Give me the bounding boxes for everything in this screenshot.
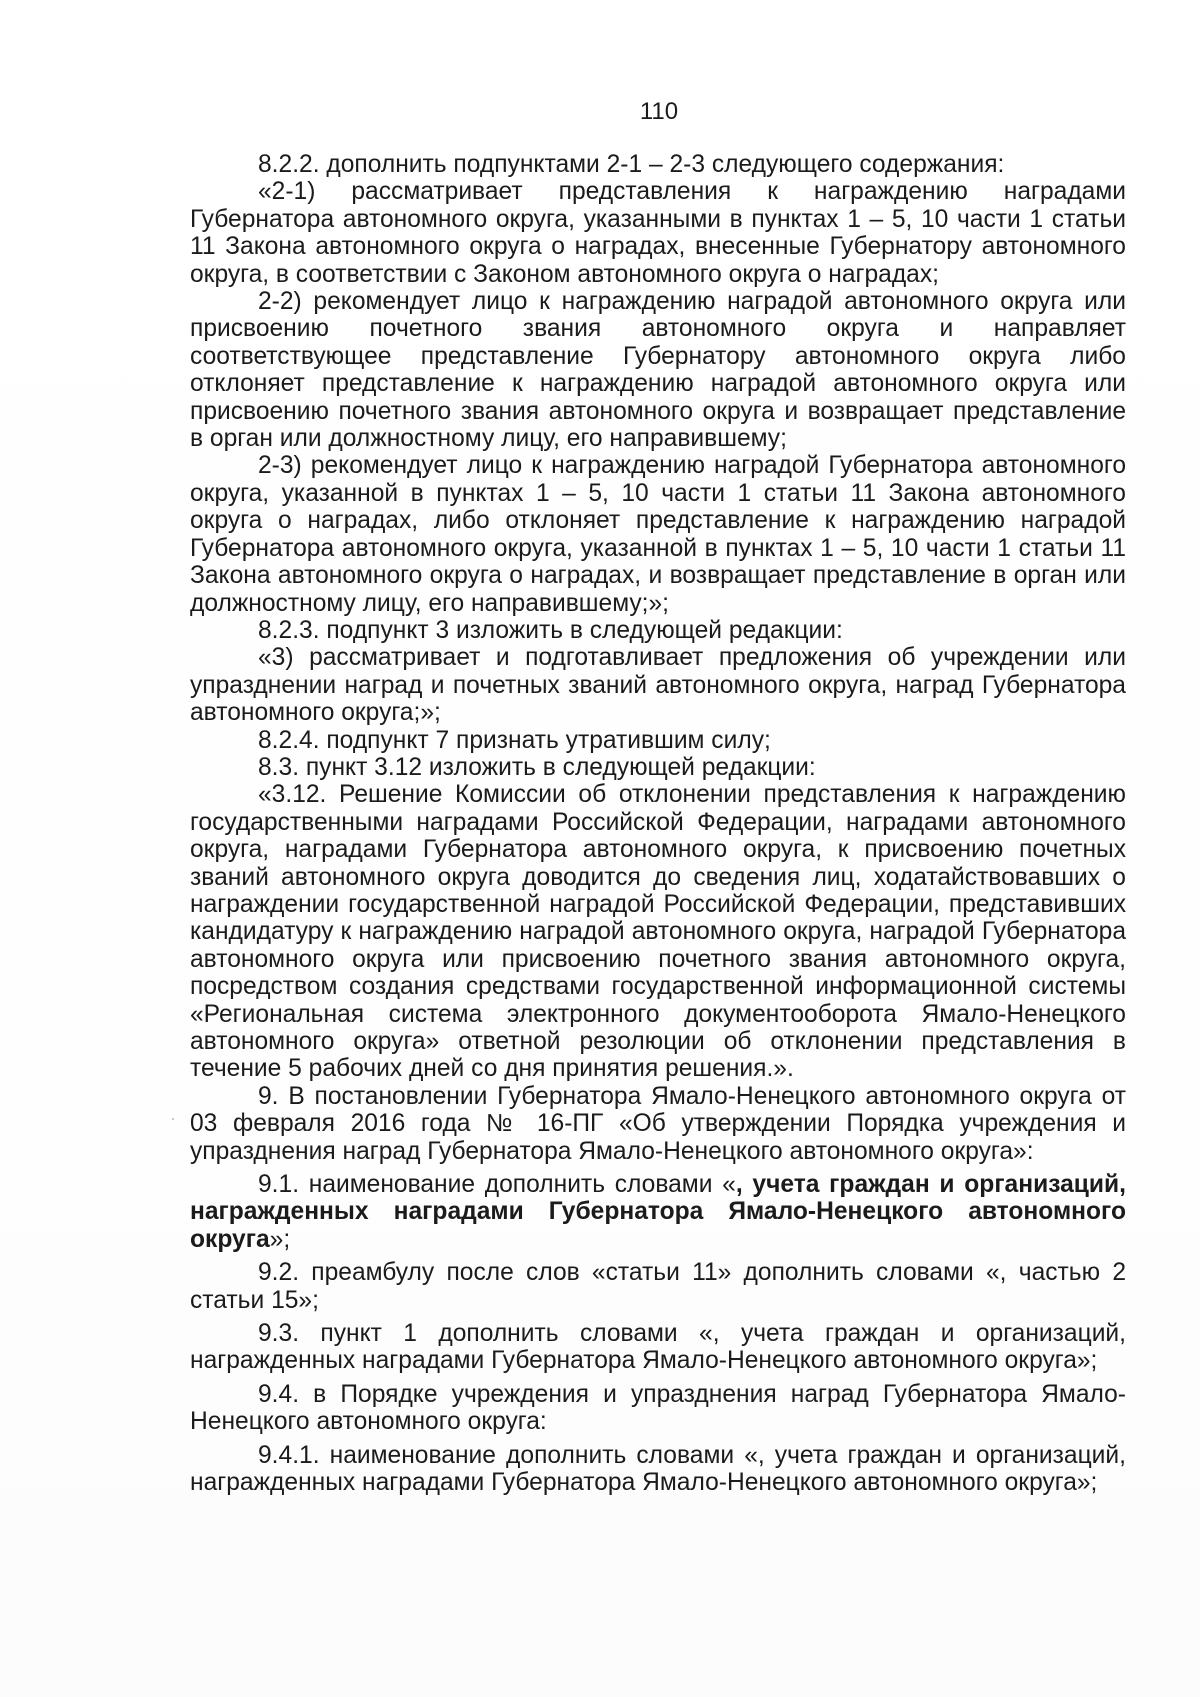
- paragraph-9-4-1: 9.4.1. наименование дополнить словами «, учета граждан и организаций, награжденных наградами Губернатора Ямало-Ненецкого автономного округа»;: [190, 1441, 1126, 1497]
- paragraph-2-2: 2-2) рекомендует лицо к награждению наградой автономного округа или присвоению почетного звания автономного округа и направляет соответствующее представление Губернатору автономного округа либо отклоняет представление к награждению наградой автономного округа или присвоению почетного звания автономного округа и возвращает представление в орган или должностному лицу, его направившему;: [190, 288, 1126, 453]
- page-number: 110: [639, 98, 679, 125]
- paragraph-8-2-4: 8.2.4. подпункт 7 признать утратившим силу;: [258, 726, 771, 754]
- scan-speck: [172, 1118, 174, 1120]
- paragraph-2-3: 2-3) рекомендует лицо к награждению наградой Губернатора автономного округа, указанной в пунктах 1 – 5, 10 части 1 статьи 11 Закона автономного округа о наградах, либо отклоняет представление к награждению наградой Губернатора автономного округа, указанной в пунктах 1 – 5, 10 части 1 статьи 11 Закона автономного округа о наградах, и возвращает представление в орган или должностному лицу, его направившему;»;: [190, 452, 1126, 617]
- paragraph-9-1-lead: 9.1. наименование дополнить словами «: [258, 1171, 736, 1199]
- paragraph-3: «3) рассматривает и подготавливает предложения об учреждении или упразднении наград и почетных званий автономного округа, наград Губернатора автономного округа;»;: [190, 644, 1126, 727]
- paragraph-9: 9. В постановлении Губернатора Ямало-Ненецкого автономного округа от 03 февраля 2016 года № 16-ПГ «Об утверждении Порядка учреждения и упразднения наград Губернатора Ямало-Ненецкого автономного округа»:: [190, 1082, 1126, 1165]
- paragraph-3-12: «3.12. Решение Комиссии об отклонении представления к награждению государственными наградами Российской Федерации, наградами автономного округа, наградами Губернатора автономного округа, к присвоению почетных званий автономного округа доводится до сведения лиц, ходатайствовавших о награждении государственной наградой Российской Федерации, представивших кандидатуру к награждению наградой автономного округа, наградой Губернатора автономного округа или присвоению почетного звания автономного округа, посредством создания средствами государственной информационной системы «Региональная система электронного документооборота Ямало-Ненецкого автономного округа» ответной резолюции об отклонении представления в течение 5 рабочих дней со дня принятия решения.».: [190, 781, 1126, 1083]
- paragraph-8-2-3: 8.2.3. подпункт 3 изложить в следующей редакции:: [258, 616, 843, 644]
- paragraph-9-2: 9.2. преамбулу после слов «статьи 11» дополнить словами «, частью 2 статьи 15»;: [190, 1259, 1126, 1314]
- paragraph-8-2-2: 8.2.2. дополнить подпунктами 2-1 – 2-3 следующего содержания:: [258, 151, 1005, 178]
- paragraph-9-1: [190, 1171, 1126, 1253]
- paragraph-8-3: 8.3. пункт 3.12 изложить в следующей редакции:: [258, 753, 816, 781]
- paragraph-9-3: 9.3. пункт 1 дополнить словами «, учета граждан и организаций, награжденных наградами Губернатора Ямало-Ненецкого автономного округа»;: [190, 1320, 1126, 1375]
- paragraph-9-1-tail: »;: [269, 1225, 291, 1253]
- paragraph-2-1: «2-1) рассматривает представления к награждению наградами Губернатора автономного округа, указанными в пунктах 1 – 5, 10 части 1 статьи 11 Закона автономного округа о наградах, внесенные Губернатору автономного округа, в соответствии с Законом автономного округа о наградах;: [190, 178, 1126, 288]
- paragraph-9-4: 9.4. в Порядке учреждения и упразднения наград Губернатора Ямало-Ненецкого автономного округа:: [190, 1380, 1126, 1436]
- document-body: [190, 151, 1126, 1497]
- paragraph-9-1-bold: , учета граждан и организаций, награжденных наградами Губернатора Ямало-Ненецкого автономного округа: [190, 1171, 1126, 1253]
